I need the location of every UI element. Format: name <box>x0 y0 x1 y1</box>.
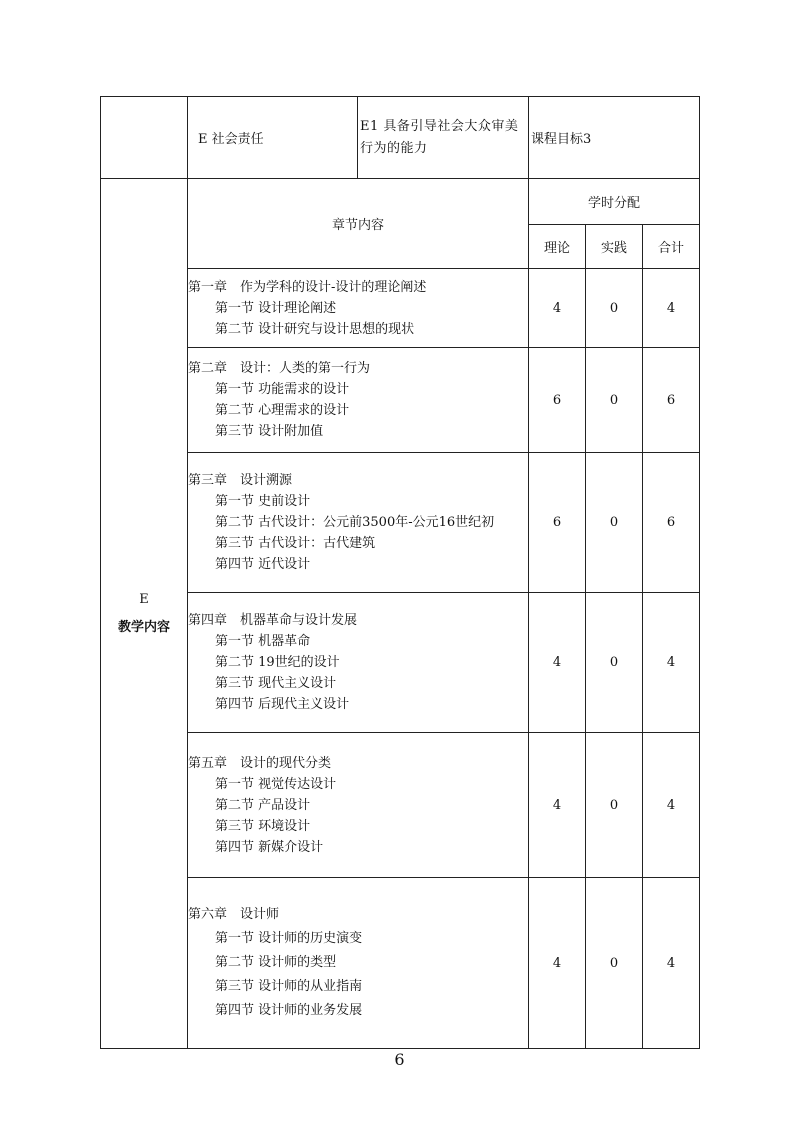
page-number: 6 <box>394 1050 405 1069</box>
chapter-title: 第六章 设计师 <box>188 907 280 922</box>
practice-hours: 0 <box>586 453 643 593</box>
chapter-title: 第四章 机器革命与设计发展 <box>188 613 358 628</box>
responsibility-category: E 社会责任 <box>188 97 358 179</box>
chapter-row <box>101 878 700 1049</box>
theory-hours: 6 <box>529 348 586 453</box>
theory-header: 理论 <box>529 224 586 268</box>
theory-hours: 4 <box>529 269 586 348</box>
label-text: 教学内容 <box>117 619 170 635</box>
section-item: 第一节 设计理论阐述 <box>215 300 337 316</box>
section-item: 第三节 设计附加值 <box>215 424 324 439</box>
teaching-content-label <box>101 179 188 1049</box>
empty-cell <box>101 97 188 179</box>
chapter-row <box>101 269 700 348</box>
theory-hours: 4 <box>529 878 586 1049</box>
total-hours: 4 <box>643 733 700 878</box>
total-hours: 4 <box>643 269 700 348</box>
section-item: 第一节 视觉传达设计 <box>215 776 337 792</box>
theory-hours: 4 <box>529 593 586 733</box>
chapter-row <box>101 348 700 453</box>
section-item: 第一节 史前设计 <box>215 494 311 509</box>
practice-hours: 0 <box>586 348 643 453</box>
responsibility-row <box>101 97 700 179</box>
chapter-title: 第二章 设计：人类的第一行为 <box>188 361 371 376</box>
chapter-title: 第五章 设计的现代分类 <box>188 755 332 771</box>
section-item: 第四节 近代设计 <box>215 557 311 572</box>
practice-hours: 0 <box>586 593 643 733</box>
total-hours: 6 <box>643 348 700 453</box>
responsibility-indicator: E1 具备引导社会大众审美行为的能力 <box>358 97 529 179</box>
section-item: 第三节 环境设计 <box>215 818 311 834</box>
chapter-row <box>101 593 700 733</box>
section-item: 第二节 产品设计 <box>215 797 311 813</box>
chapter-cell <box>188 269 529 348</box>
section-item: 第三节 古代设计：古代建筑 <box>215 536 376 551</box>
chapter-title: 第一章 作为学科的设计-设计的理论阐述 <box>188 279 427 295</box>
section-item: 第四节 后现代主义设计 <box>215 697 350 712</box>
practice-hours: 0 <box>586 878 643 1049</box>
section-item: 第四节 设计师的业务发展 <box>215 1003 363 1018</box>
chapter-cell <box>188 348 529 453</box>
section-item: 第二节 设计师的类型 <box>215 955 337 970</box>
total-hours: 4 <box>643 878 700 1049</box>
section-item: 第二节 心理需求的设计 <box>215 403 350 418</box>
section-item: 第四节 新媒介设计 <box>215 839 324 855</box>
chapter-row <box>101 733 700 878</box>
chapter-row <box>101 453 700 593</box>
chapter-content-header: 章节内容 <box>188 179 529 269</box>
total-hours: 6 <box>643 453 700 593</box>
practice-hours: 0 <box>586 269 643 348</box>
theory-hours: 6 <box>529 453 586 593</box>
header-row <box>101 179 700 225</box>
section-item: 第二节 古代设计：公元前3500年-公元16世纪初 <box>215 515 495 530</box>
chapter-cell <box>188 878 529 1049</box>
chapter-title: 第三章 设计溯源 <box>188 473 293 488</box>
total-header: 合计 <box>643 224 700 268</box>
section-item: 第一节 机器革命 <box>215 634 311 649</box>
section-item: 第三节 设计师的从业指南 <box>215 979 363 994</box>
practice-header: 实践 <box>586 224 643 268</box>
course-table <box>100 96 700 1049</box>
chapter-cell <box>188 593 529 733</box>
section-item: 第三节 现代主义设计 <box>215 676 337 691</box>
label-code: E <box>139 591 149 607</box>
section-item: 第一节 功能需求的设计 <box>215 382 350 397</box>
section-item: 第二节 设计研究与设计思想的现状 <box>215 321 415 337</box>
course-objective: 课程目标3 <box>529 97 700 179</box>
section-item: 第一节 设计师的历史演变 <box>215 931 363 946</box>
total-hours: 4 <box>643 593 700 733</box>
hours-allocation-header: 学时分配 <box>529 179 700 225</box>
chapter-cell <box>188 453 529 593</box>
theory-hours: 4 <box>529 733 586 878</box>
practice-hours: 0 <box>586 733 643 878</box>
section-item: 第二节 19世纪的设计 <box>215 655 340 670</box>
chapter-cell <box>188 733 529 878</box>
